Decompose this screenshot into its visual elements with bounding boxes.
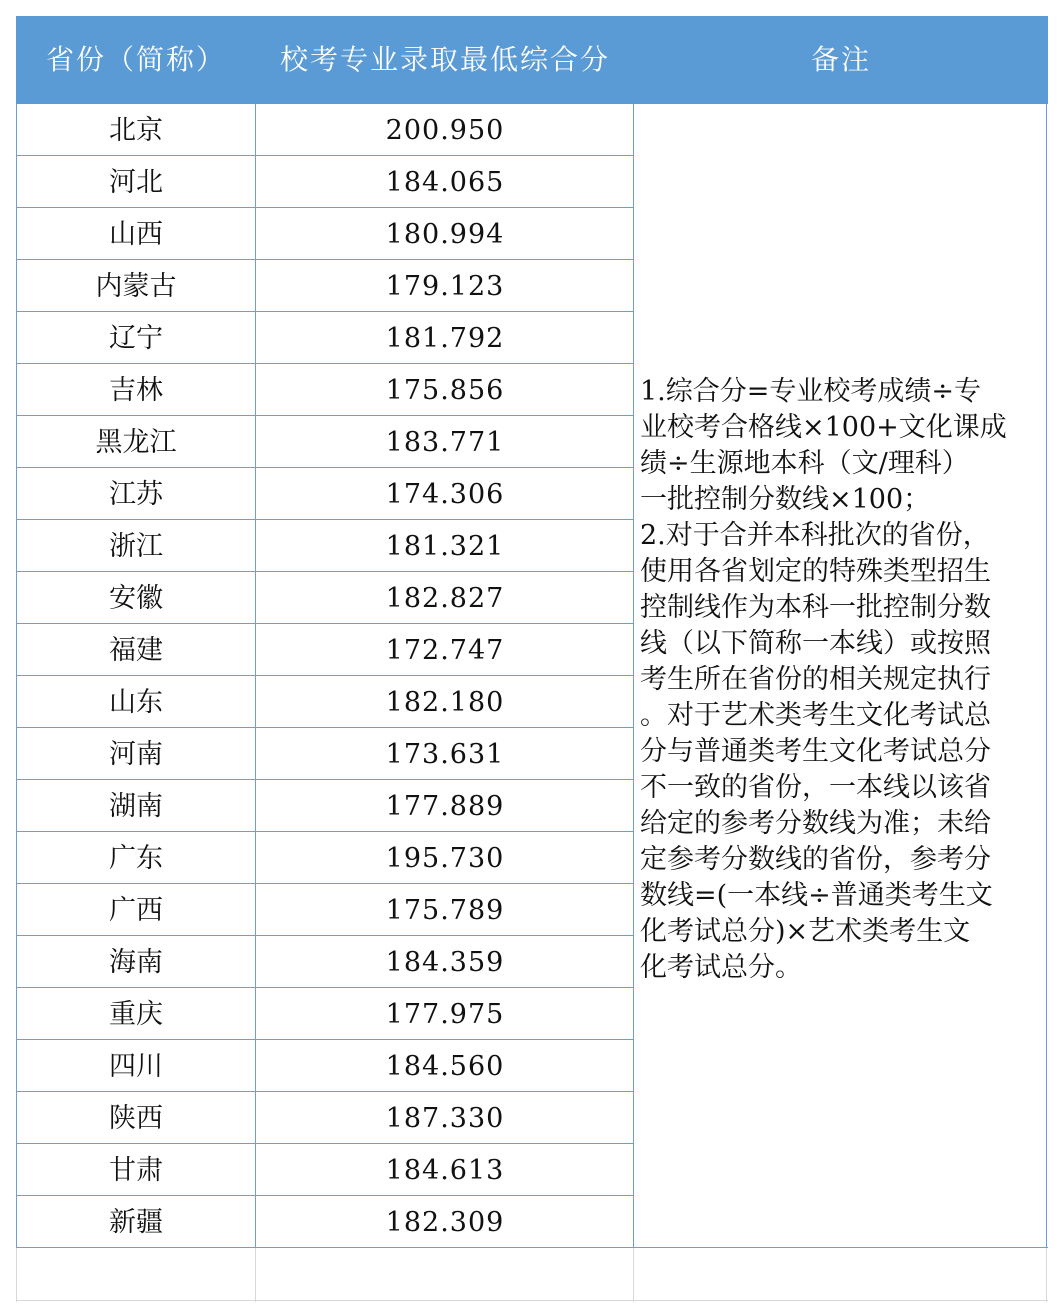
score-cell: 200.950	[385, 115, 505, 146]
note-line: 考生所在省份的相关规定执行	[640, 664, 991, 695]
note-line: 化考试总分)×艺术类考生文	[640, 916, 971, 947]
province-cell: 福建	[109, 635, 163, 666]
score-cell: 184.359	[385, 947, 505, 978]
score-cell: 173.631	[385, 739, 505, 770]
row-divider	[16, 1091, 634, 1092]
table-row	[16, 1196, 634, 1248]
note-line: 1.综合分=专业校考成绩÷专	[640, 376, 982, 407]
table-row	[16, 624, 634, 676]
score-cell: 181.321	[385, 531, 505, 562]
table-row	[16, 416, 634, 468]
province-cell: 北京	[109, 115, 163, 146]
table-row	[16, 1144, 634, 1196]
province-cell: 内蒙古	[95, 271, 177, 302]
score-cell: 180.994	[385, 219, 505, 250]
column-divider	[16, 104, 17, 1248]
table-row	[16, 676, 634, 728]
grid-line	[16, 1248, 17, 1302]
row-divider	[16, 727, 634, 728]
score-cell: 184.065	[385, 167, 505, 198]
table-row	[16, 260, 634, 312]
province-cell: 山西	[109, 219, 163, 250]
score-cell: 187.330	[385, 1103, 505, 1134]
note-line: 不一致的省份，一本线以该省	[640, 772, 991, 803]
grid-line	[16, 1300, 1048, 1301]
row-divider	[16, 1247, 634, 1248]
table-row	[16, 468, 634, 520]
table-row	[16, 156, 634, 208]
note-line: 一批控制分数线×100；	[640, 484, 931, 515]
score-cell: 175.856	[385, 375, 505, 406]
table-row	[16, 1092, 634, 1144]
score-cell: 195.730	[385, 843, 505, 874]
province-cell: 山东	[109, 687, 163, 718]
row-divider	[16, 415, 634, 416]
province-cell: 广西	[109, 895, 163, 926]
province-cell: 吉林	[109, 375, 163, 406]
row-divider	[16, 1039, 634, 1040]
table-row	[16, 936, 634, 988]
row-divider	[16, 831, 634, 832]
row-divider	[634, 1247, 1048, 1248]
note-line: 。对于艺术类考生文化考试总	[640, 700, 991, 731]
score-cell: 172.747	[385, 635, 505, 666]
column-divider	[255, 104, 256, 1248]
grid-line	[255, 1248, 256, 1302]
row-divider	[16, 935, 634, 936]
row-divider	[16, 1143, 634, 1144]
note-line: 化考试总分。	[640, 952, 802, 983]
province-cell: 海南	[109, 947, 163, 978]
table-row	[16, 728, 634, 780]
table-header	[16, 16, 1048, 104]
table-row	[16, 780, 634, 832]
province-cell: 辽宁	[109, 323, 163, 354]
score-cell: 179.123	[385, 271, 505, 302]
header-min-score: 校考专业录取最低综合分	[279, 43, 610, 76]
table-row	[16, 312, 634, 364]
note-line: 线（以下简称一本线）或按照	[640, 628, 991, 659]
province-cell: 四川	[109, 1051, 163, 1082]
note-line: 使用各省划定的特殊类型招生	[640, 556, 991, 587]
row-divider	[16, 675, 634, 676]
note-line: 控制线作为本科一批控制分数	[640, 592, 991, 623]
table-row	[16, 572, 634, 624]
score-cell: 182.827	[385, 583, 505, 614]
table-row	[16, 520, 634, 572]
row-divider	[16, 155, 634, 156]
score-cell: 181.792	[385, 323, 505, 354]
header-province: 省份（简称）	[45, 43, 226, 76]
province-cell: 浙江	[109, 531, 163, 562]
table-row	[16, 208, 634, 260]
note-line: 给定的参考分数线为准；未给	[640, 808, 991, 839]
row-divider	[16, 623, 634, 624]
note-line: 2.对于合并本科批次的省份，	[640, 520, 990, 551]
row-divider	[16, 207, 634, 208]
province-cell: 广东	[109, 843, 163, 874]
province-cell: 黑龙江	[95, 427, 177, 458]
table-row	[16, 988, 634, 1040]
row-divider	[16, 779, 634, 780]
score-cell: 184.560	[385, 1051, 505, 1082]
table-row	[16, 832, 634, 884]
row-divider	[16, 259, 634, 260]
note-line: 绩÷生源地本科（文/理科）	[640, 448, 969, 479]
score-cell: 182.180	[385, 687, 505, 718]
score-table	[16, 16, 1048, 1302]
note-line: 分与普通类考生文化考试总分	[640, 736, 991, 767]
score-cell: 177.889	[385, 791, 505, 822]
grid-line	[1046, 1248, 1047, 1302]
province-cell: 湖南	[109, 791, 163, 822]
note-line: 数线=(一本线÷普通类考生文	[640, 880, 993, 911]
province-cell: 重庆	[109, 999, 163, 1030]
grid-line	[633, 1248, 634, 1302]
score-cell: 184.613	[385, 1155, 505, 1186]
score-cell: 175.789	[385, 895, 505, 926]
column-divider	[633, 104, 634, 1248]
province-cell: 河南	[109, 739, 163, 770]
row-divider	[16, 1195, 634, 1196]
table-row	[16, 104, 634, 156]
row-divider	[16, 519, 634, 520]
note-line: 定参考分数线的省份，参考分	[640, 844, 991, 875]
score-cell: 177.975	[385, 999, 505, 1030]
row-divider	[16, 311, 634, 312]
province-cell: 安徽	[109, 583, 163, 614]
row-divider	[16, 987, 634, 988]
province-cell: 陕西	[109, 1103, 163, 1134]
table-row	[16, 884, 634, 936]
table-row	[16, 364, 634, 416]
column-divider	[1046, 104, 1047, 1248]
row-divider	[16, 363, 634, 364]
province-cell: 江苏	[109, 479, 163, 510]
row-divider	[16, 883, 634, 884]
province-cell: 甘肃	[109, 1155, 163, 1186]
note-line: 业校考合格线×100+文化课成	[640, 412, 1007, 443]
province-cell: 新疆	[109, 1207, 163, 1238]
score-cell: 174.306	[385, 479, 505, 510]
score-cell: 183.771	[385, 427, 505, 458]
row-divider	[16, 467, 634, 468]
notes-cell	[640, 374, 1038, 986]
row-divider	[16, 571, 634, 572]
score-cell: 182.309	[385, 1207, 505, 1238]
province-cell: 河北	[109, 167, 163, 198]
header-notes: 备注	[810, 43, 871, 76]
table-row	[16, 1040, 634, 1092]
